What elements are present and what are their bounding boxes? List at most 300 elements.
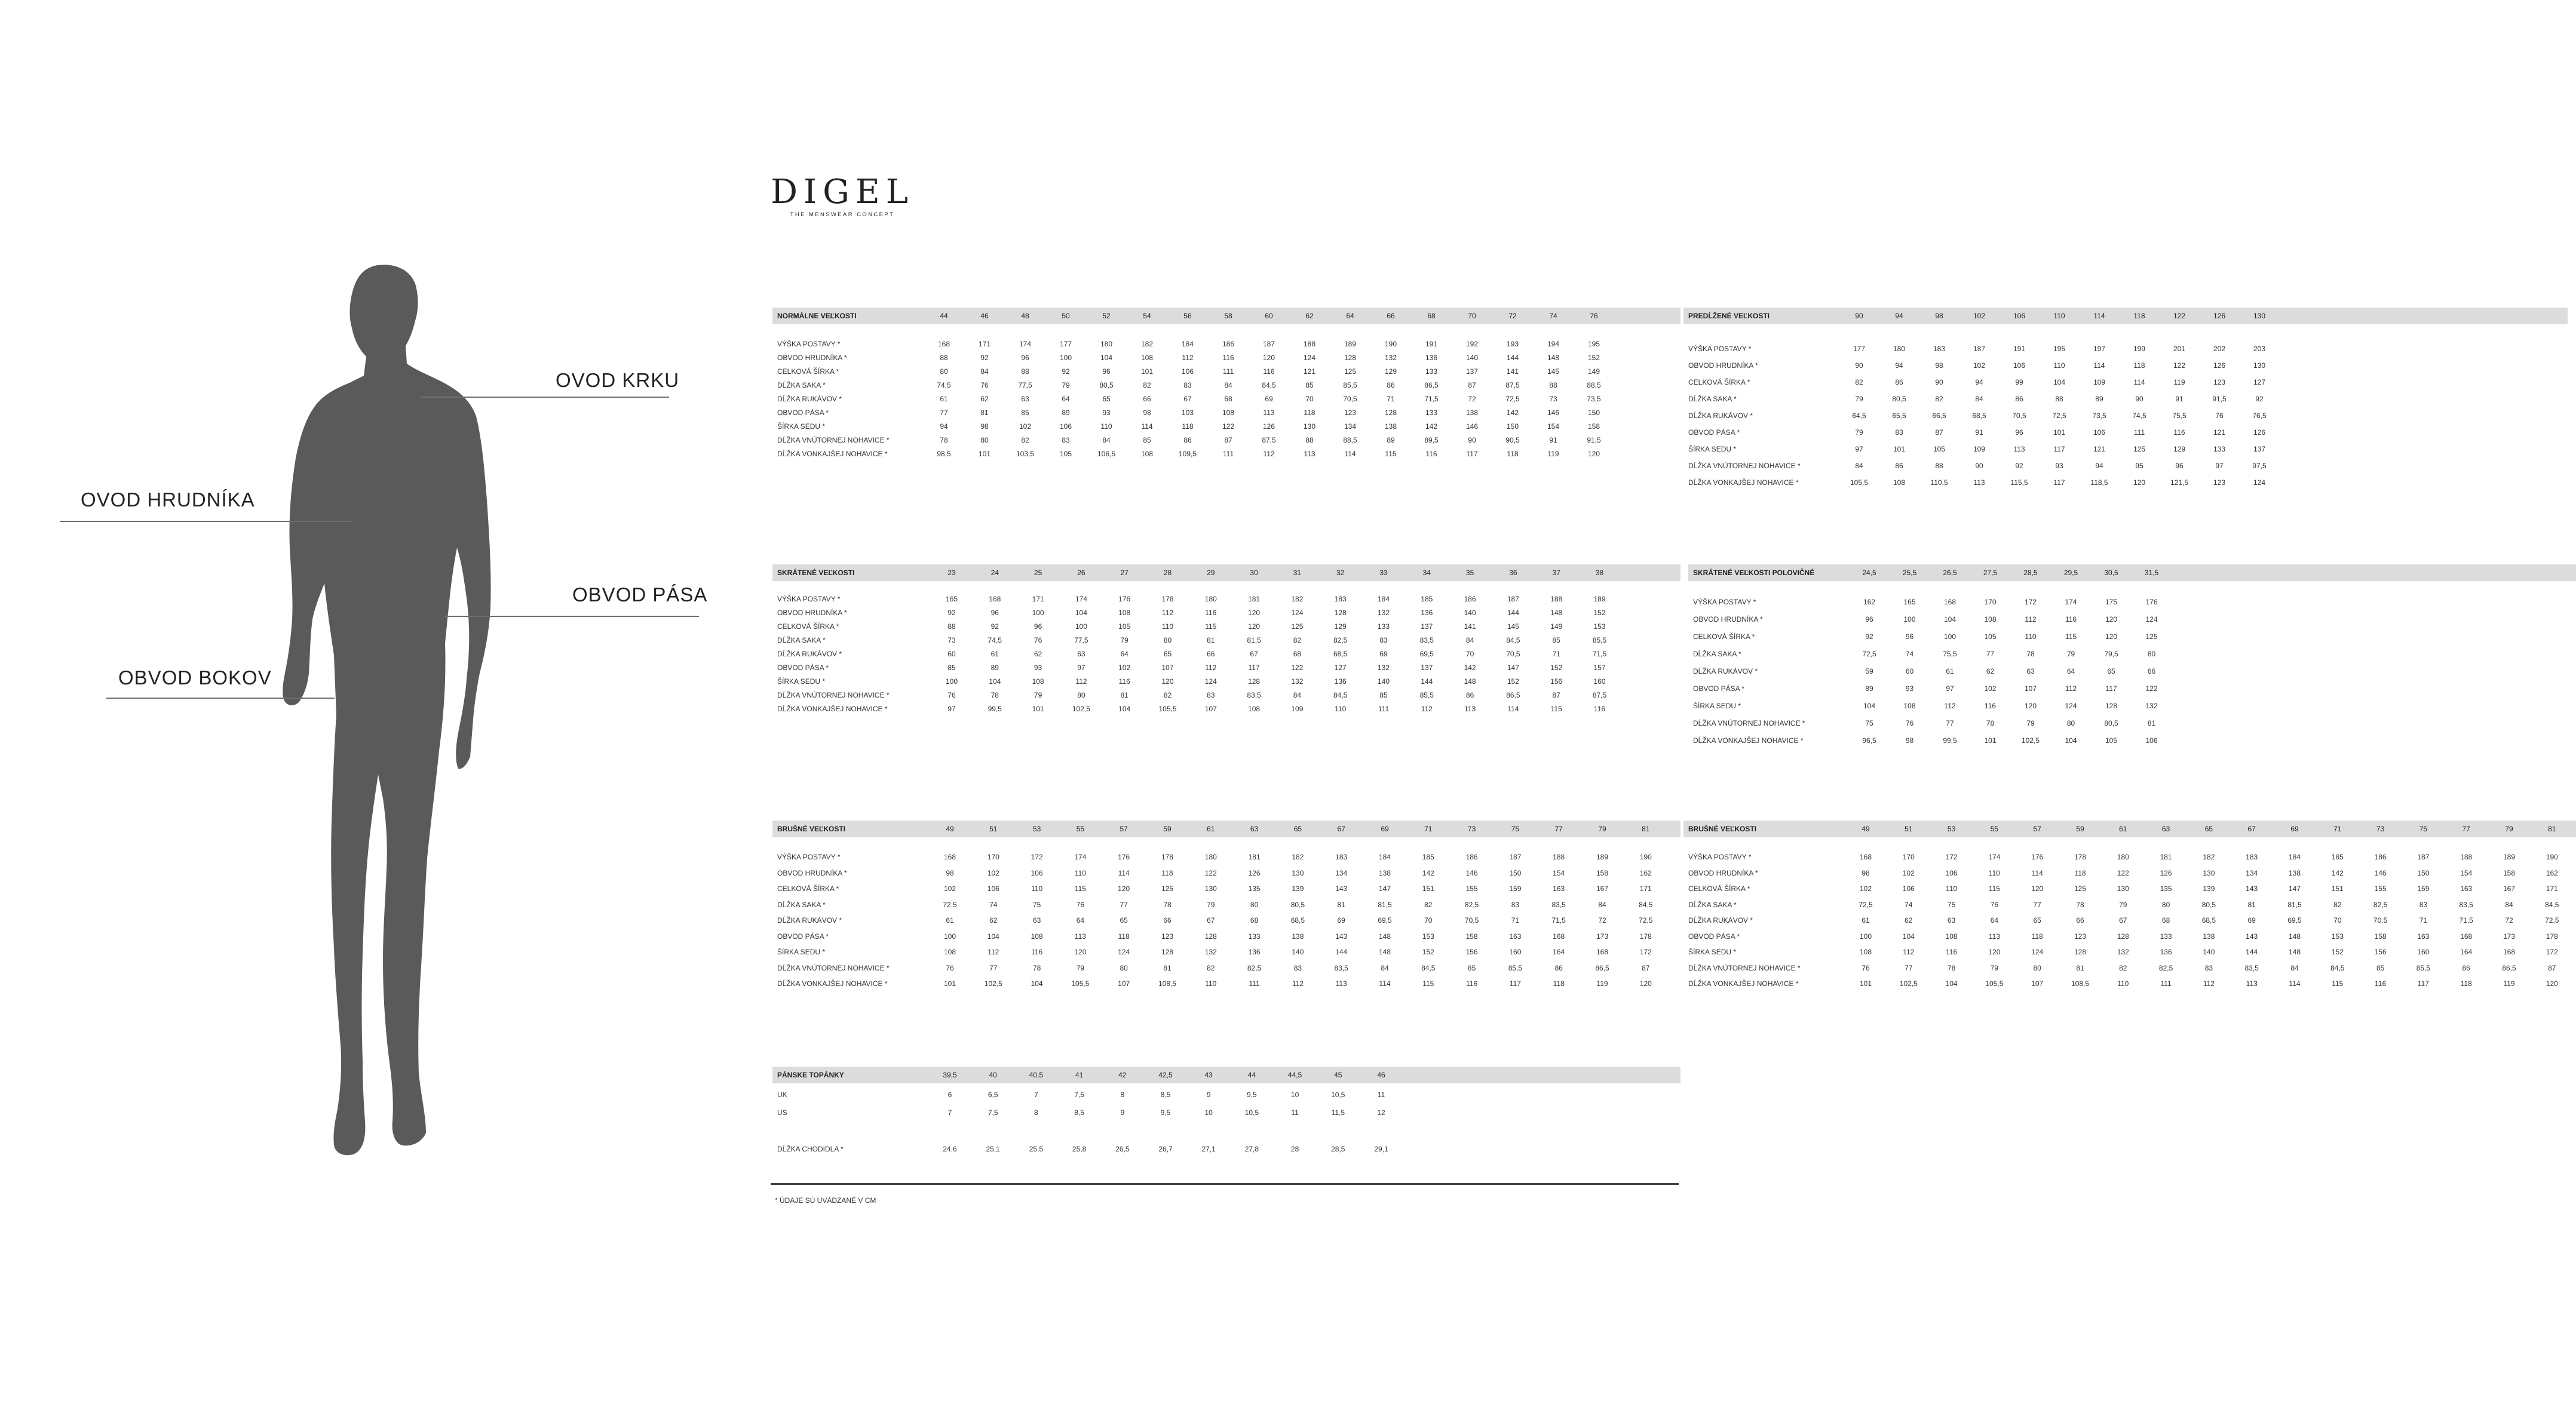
table-cell: 170	[1902, 853, 1915, 861]
table-cell: 116	[1222, 354, 1234, 362]
table-cell: 112	[1292, 979, 1304, 988]
row-label: OBVOD HRUDNÍKA *	[1688, 361, 1758, 370]
table-cell: 116	[1425, 450, 1437, 458]
table-cell: 115,5	[2010, 478, 2028, 487]
table-cell: 72	[1468, 395, 1476, 403]
size-header-cell: 40,5	[1029, 1071, 1044, 1079]
table-cell: 113	[1263, 409, 1275, 417]
table-cell: 122	[1204, 868, 1217, 877]
table-cell: 28	[1290, 1145, 1299, 1153]
table-cell: 72,5	[1859, 900, 1873, 909]
size-header-cell: 114	[2093, 312, 2105, 320]
row-label: VÝŠKA POSTAVY *	[1688, 853, 1752, 861]
table-cell: 6	[947, 1091, 952, 1099]
table-cell: 75,5	[2172, 411, 2186, 420]
table-cell: 126	[2160, 868, 2172, 877]
table-cell: 138	[1378, 868, 1391, 877]
table-cell: 81,5	[2287, 900, 2302, 909]
table-cell: 97	[1946, 684, 1954, 693]
table-cell: 10	[1204, 1108, 1213, 1117]
table-cell: 79	[1034, 691, 1042, 699]
table-cell: 66	[2076, 916, 2084, 925]
table-cell: 176	[1118, 595, 1131, 603]
table-cell: 106	[1945, 868, 1958, 877]
table-cell: 165	[945, 595, 958, 603]
row-label: DĹŽKA SAKA *	[777, 636, 826, 644]
table-cell: 78	[1947, 963, 1956, 972]
table-cell: 71,5	[1551, 916, 1566, 925]
table-cell: 151	[2331, 884, 2344, 893]
size-header-cell: 81	[2548, 825, 2556, 833]
table-cell: 106	[987, 884, 999, 893]
table-cell: 87,5	[1262, 436, 1276, 444]
table-cell: 119	[2173, 378, 2185, 386]
table-cell: 135	[1248, 884, 1261, 893]
table-cell: 128	[1344, 354, 1357, 362]
size-header-cell: 74	[1549, 312, 1557, 320]
table-cell: 91	[1549, 436, 1557, 444]
size-header-cell: 71	[1424, 825, 1433, 833]
table-cell: 117	[1466, 450, 1478, 458]
size-header-cell: 61	[2119, 825, 2127, 833]
table-cell: 76	[1990, 900, 1999, 909]
table-cell: 170	[1984, 598, 1997, 606]
table-cell: 128	[1248, 677, 1261, 686]
table-cell: 75,5	[1943, 650, 1957, 658]
table-cell: 108	[1984, 615, 1997, 624]
table-cell: 110	[2025, 632, 2037, 641]
table-title: PREDĹŽENÉ VEĽKOSTI	[1688, 312, 1770, 320]
table-cell: 84	[1598, 900, 1606, 909]
table-cell: 170	[987, 853, 999, 861]
table-cell: 76	[1034, 636, 1042, 644]
table-cell: 114	[2031, 868, 2043, 877]
table-cell: 69	[1337, 916, 1345, 925]
table-cell: 83	[2204, 963, 2213, 972]
table-cell: 118	[2460, 979, 2472, 988]
table-cell: 86,5	[2502, 963, 2516, 972]
table-cell: 65	[2107, 667, 2115, 675]
table-cell: 102,5	[2021, 736, 2040, 745]
table-cell: 85,5	[1508, 963, 1523, 972]
table-cell: 88,5	[1587, 381, 1601, 389]
table-cell: 181	[1248, 853, 1261, 861]
table-cell: 65	[1120, 916, 1128, 925]
table-cell: 77,5	[1018, 381, 1032, 389]
table-cell: 77	[2033, 900, 2041, 909]
table-cell: 121	[1303, 367, 1316, 376]
table-cell: 79	[1120, 636, 1128, 644]
table-cell: 79	[1990, 963, 1999, 972]
table-cell: 123	[2213, 378, 2226, 386]
table-cell: 85	[947, 664, 956, 672]
table-cell: 111	[2160, 979, 2172, 988]
table-cell: 83,5	[1247, 691, 1261, 699]
table-cell: 88	[1305, 436, 1314, 444]
table-cell: 85,5	[1343, 381, 1357, 389]
size-header-cell: 24	[990, 569, 999, 577]
table-cell: 76	[946, 963, 954, 972]
row-label: DĹŽKA VONKAJŠEJ NOHAVICE *	[777, 705, 888, 713]
table-cell: 64	[2066, 667, 2075, 675]
table-cell: 102	[1019, 422, 1032, 431]
size-header-cell: 94	[1895, 312, 1903, 320]
table-cell: 92	[980, 354, 989, 362]
table-cell: 124	[1204, 677, 1217, 686]
table-cell: 113	[1973, 478, 1985, 487]
table-cell: 138	[1465, 409, 1479, 417]
table-cell: 185	[2331, 853, 2344, 861]
table-cell: 150	[1506, 422, 1519, 431]
table-cell: 101	[1859, 979, 1872, 988]
table-cell: 116	[1946, 948, 1958, 956]
size-header-cell: 35	[1465, 569, 1474, 577]
table-cell: 158	[2503, 868, 2516, 877]
table-cell: 84,5	[1506, 636, 1520, 644]
table-cell: 173	[1596, 932, 1609, 941]
size-header-cell: 46	[980, 312, 989, 320]
table-cell: 130	[1292, 868, 1304, 877]
size-header-cell: 25,5	[1902, 569, 1917, 577]
table-cell: 6,5	[988, 1091, 998, 1099]
table-cell: 80	[980, 436, 989, 444]
table-cell: 110	[2117, 979, 2129, 988]
row-label: DĹŽKA VONKAJŠEJ NOHAVICE *	[1688, 478, 1799, 487]
table-cell: 112	[2203, 979, 2215, 988]
table-cell: 88	[1021, 367, 1029, 376]
table-cell: 101	[978, 450, 991, 458]
table-cell: 104	[1902, 932, 1915, 941]
table-cell: 137	[2253, 445, 2266, 453]
row-label: DĹŽKA RUKÁVOV *	[777, 395, 842, 403]
size-header-cell: 44	[1247, 1071, 1256, 1079]
table-cell: 121,5	[2170, 478, 2189, 487]
table-cell: 180	[1100, 340, 1113, 348]
table-cell: 84,5	[1639, 900, 1653, 909]
table-cell: 7	[947, 1108, 952, 1117]
table-cell: 123	[1161, 932, 1174, 941]
table-cell: 120	[1262, 354, 1275, 362]
table-cell: 83	[1511, 900, 1520, 909]
table-cell: 114	[1141, 422, 1153, 431]
row-label: OBVOD HRUDNÍKA *	[777, 609, 847, 617]
row-label: CELKOVÁ ŠÍRKA *	[1693, 632, 1755, 641]
table-cell: 118	[1182, 422, 1194, 431]
table-cell: 116	[1263, 367, 1275, 376]
table-cell: 85	[2376, 963, 2385, 972]
table-cell: 112	[2025, 615, 2037, 624]
row-label: ŠÍRKA SEDU *	[1688, 445, 1737, 453]
table-cell: 126	[1248, 868, 1261, 877]
table-cell: 108	[1140, 450, 1154, 458]
table-cell: 115	[2065, 632, 2077, 641]
table-cell: 182	[2203, 853, 2215, 861]
table-cell: 145	[1547, 367, 1560, 376]
table-cell: 62	[980, 395, 989, 403]
table-cell: 71,5	[1592, 650, 1607, 658]
table-cell: 101	[1140, 367, 1154, 376]
table-cell: 64,5	[1852, 411, 1866, 420]
table-cell: 87	[1552, 691, 1560, 699]
table-cell: 72,5	[1862, 650, 1876, 658]
table-cell: 97	[2215, 462, 2224, 470]
table-cell: 194	[1547, 340, 1560, 348]
size-header-cell: 39,5	[943, 1071, 957, 1079]
table-cell: 74	[1905, 900, 1913, 909]
table-cell: 67	[2119, 916, 2127, 925]
size-header-cell: 51	[1905, 825, 1913, 833]
table-cell: 92	[1865, 632, 1873, 641]
table-cell: 138	[1292, 932, 1304, 941]
row-label: ŠÍRKA SEDU *	[777, 422, 826, 431]
label-hips: OBVOD BOKOV	[118, 667, 272, 689]
table-title: SKRÁTENÉ VEĽKOSTI POLOVIČNÉ	[1693, 569, 1815, 577]
table-cell: 171	[978, 340, 991, 348]
table-cell: 159	[1509, 884, 1522, 893]
table-cell: 130	[2253, 361, 2266, 370]
table-cell: 148	[1464, 677, 1476, 686]
table-cell: 163	[1553, 884, 1565, 893]
table-cell: 167	[2503, 884, 2516, 893]
table-cell: 84	[1224, 381, 1232, 389]
table-cell: 82	[1855, 378, 1863, 386]
table-cell: 68	[1224, 395, 1232, 403]
row-label: OBVOD PÁSA *	[1688, 932, 1740, 941]
table-cell: 132	[1204, 948, 1217, 956]
table-cell: 9,5	[1160, 1108, 1171, 1117]
table-cell: 112	[1944, 702, 1956, 710]
table-cell: 86	[1387, 381, 1395, 389]
table-cell: 7,5	[988, 1108, 998, 1117]
table-cell: 122	[2173, 361, 2186, 370]
table-cell: 130	[1204, 884, 1217, 893]
table-cell: 152	[2331, 948, 2344, 956]
table-cell: 75	[1865, 719, 1873, 727]
table-cell: 87	[1642, 963, 1650, 972]
table-cell: 105	[1059, 450, 1072, 458]
table-cell: 177	[1853, 345, 1866, 353]
table-cell: 178	[1161, 595, 1174, 603]
table-cell: 83	[2419, 900, 2428, 909]
table-cell: 150	[1509, 868, 1522, 877]
row-label: DĹŽKA SAKA *	[1688, 395, 1737, 403]
table-cell: 69,5	[2287, 916, 2302, 925]
table-cell: 80	[940, 367, 948, 376]
table-cell: 153	[2331, 932, 2344, 941]
table-cell: 108	[1032, 677, 1044, 686]
table-cell: 71	[1387, 395, 1395, 403]
table-cell: 113	[1304, 450, 1315, 458]
table-cell: 65	[2033, 916, 2041, 925]
table-cell: 68,5	[1290, 916, 1305, 925]
size-header-cell: 63	[2161, 825, 2170, 833]
size-header-cell: 62	[1305, 312, 1314, 320]
table-cell: 83,5	[2244, 963, 2259, 972]
table-cell: 138	[2288, 868, 2301, 877]
table-cell: 72,5	[943, 900, 957, 909]
table-cell: 138	[2203, 932, 2215, 941]
table-cell: 144	[1335, 948, 1348, 956]
table-cell: 89	[2095, 395, 2103, 403]
size-header-cell: 37	[1552, 569, 1560, 577]
table-cell: 124	[1291, 609, 1304, 617]
table-cell: 62	[989, 916, 998, 925]
table-cell: 84	[1975, 395, 1983, 403]
table-cell: 118,5	[2090, 478, 2108, 487]
table-cell: 69	[1379, 650, 1388, 658]
table-cell: 172	[2546, 948, 2558, 956]
size-header-cell: 44,5	[1287, 1071, 1302, 1079]
size-header-cell: 79	[2505, 825, 2513, 833]
table-cell: 107	[2024, 684, 2037, 693]
table-cell: 97,5	[2252, 462, 2267, 470]
table-cell: 88	[947, 622, 956, 631]
table-cell: 78	[990, 691, 999, 699]
table-cell: 76	[1905, 719, 1914, 727]
table-cell: 84,5	[2545, 900, 2559, 909]
table-cell: 143	[1335, 884, 1348, 893]
row-label: ŠÍRKA SEDU *	[777, 677, 826, 686]
table-cell: 88	[1549, 381, 1557, 389]
table-cell: 97	[1855, 445, 1863, 453]
table-cell: 158	[2374, 932, 2387, 941]
table-cell: 118	[2031, 932, 2043, 941]
size-header-cell: 130	[2253, 312, 2266, 320]
table-cell: 101	[1984, 736, 1997, 745]
table-cell: 143	[2246, 884, 2258, 893]
size-header-cell: 26	[1077, 569, 1085, 577]
table-cell: 127	[2253, 378, 2266, 386]
table-cell: 84	[1102, 436, 1111, 444]
table-cell: 73	[1549, 395, 1557, 403]
size-header-cell: 31,5	[2144, 569, 2159, 577]
table-cell: 117	[2105, 684, 2117, 693]
table-cell: 188	[1553, 853, 1565, 861]
table-cell: 127	[1334, 664, 1347, 672]
table-cell: 142	[1422, 868, 1434, 877]
size-header-cell: 57	[2033, 825, 2041, 833]
table-cell: 84,5	[1333, 691, 1348, 699]
table-cell: 112	[1075, 677, 1087, 686]
table-cell: 102,5	[984, 979, 1002, 988]
table-cell: 93	[1905, 684, 1914, 693]
table-cell: 162	[2546, 868, 2558, 877]
row-label: DĹŽKA VNÚTORNEJ NOHAVICE *	[1693, 719, 1805, 727]
table-cell: 63	[1032, 916, 1041, 925]
table-cell: 67	[1250, 650, 1258, 658]
table-cell: 68	[1293, 650, 1302, 658]
table-cell: 189	[1596, 853, 1609, 861]
row-label: ŠÍRKA SEDU *	[1693, 702, 1741, 710]
table-cell: 66,5	[1932, 411, 1946, 420]
size-header-cell: 42,5	[1158, 1071, 1173, 1079]
table-cell: 118	[1304, 409, 1315, 417]
table-cell: 120	[2024, 702, 2037, 710]
table-cell: 80,5	[1892, 395, 1906, 403]
table-cell: 87	[1935, 428, 1943, 437]
table-cell: 189	[1593, 595, 1606, 603]
label-chest: OVOD HRUDNÍKA	[81, 489, 255, 511]
table-cell: 112	[1182, 354, 1194, 362]
table-cell: 142	[1464, 664, 1476, 672]
table-cell: 92	[947, 609, 956, 617]
size-header-cell: 53	[1947, 825, 1956, 833]
table-cell: 86	[1183, 436, 1192, 444]
table-cell: 162	[1863, 598, 1876, 606]
table-cell: 133	[1425, 367, 1438, 376]
table-cell: 84	[1381, 963, 1389, 972]
table-cell: 88	[2055, 395, 2063, 403]
table-cell: 178	[2074, 853, 2087, 861]
table-cell: 66	[2147, 667, 2156, 675]
bottom-rule	[771, 1183, 1679, 1185]
table-cell: 130	[1303, 422, 1316, 431]
row-label: OBVOD HRUDNÍKA *	[1693, 615, 1763, 624]
table-cell: 87	[2548, 963, 2556, 972]
table-cell: 168	[1553, 932, 1565, 941]
table-cell: 140	[1465, 354, 1479, 362]
table-cell: 98	[946, 868, 954, 877]
size-header-cell: 52	[1102, 312, 1111, 320]
table-cell: 152	[1507, 677, 1519, 686]
table-cell: 136	[1421, 609, 1433, 617]
table-cell: 79	[1855, 428, 1863, 437]
size-header-cell: 23	[947, 569, 956, 577]
table-cell: 90	[1935, 378, 1943, 386]
table-cell: 61	[946, 916, 954, 925]
table-cell: 27,8	[1244, 1145, 1259, 1153]
table-cell: 106	[2145, 736, 2158, 745]
table-cell: 94	[940, 422, 948, 431]
table-cell: 114	[1379, 979, 1391, 988]
table-cell: 115	[1385, 450, 1397, 458]
table-cell: 84	[2290, 963, 2299, 972]
row-label: VÝŠKA POSTAVY *	[777, 340, 841, 348]
table-cell: 176	[2145, 598, 2158, 606]
table-cell: 124	[1118, 948, 1130, 956]
table-cell: 89	[1062, 409, 1070, 417]
table-cell: 97	[1077, 664, 1085, 672]
table-cell: 119	[2503, 979, 2515, 988]
table-cell: 66	[1163, 916, 1172, 925]
table-cell: 104	[1100, 354, 1113, 362]
table-cell: 74	[1905, 650, 1914, 658]
row-label: ŠÍRKA SEDU *	[1688, 948, 1737, 956]
table-title: BRUŠNÉ VEĽKOSTI	[1688, 825, 1757, 833]
table-cell: 126	[2253, 428, 2266, 437]
size-header-cell: 68	[1427, 312, 1436, 320]
table-cell: 102	[943, 884, 956, 893]
size-header-cell: 49	[946, 825, 954, 833]
row-label: DĹŽKA RUKÁVOV *	[777, 916, 842, 925]
size-header-cell: 24,5	[1862, 569, 1876, 577]
size-header-cell: 36	[1509, 569, 1517, 577]
table-cell: 77	[1120, 900, 1128, 909]
table-cell: 89	[1865, 684, 1873, 693]
table-cell: 80,5	[1099, 381, 1114, 389]
table-cell: 108,5	[2071, 979, 2090, 988]
table-cell: 154	[1553, 868, 1565, 877]
brand-logo	[771, 174, 914, 218]
table-cell: 118	[1118, 932, 1130, 941]
label-neck: OVOD KRKU	[556, 369, 680, 391]
table-cell: 92	[1062, 367, 1070, 376]
table-cell: 112	[1263, 450, 1275, 458]
table-cell: 115	[1074, 884, 1086, 893]
brand-name: DIGEL	[771, 173, 914, 211]
table-cell: 28,5	[1331, 1145, 1345, 1153]
table-cell: 102	[987, 868, 999, 877]
